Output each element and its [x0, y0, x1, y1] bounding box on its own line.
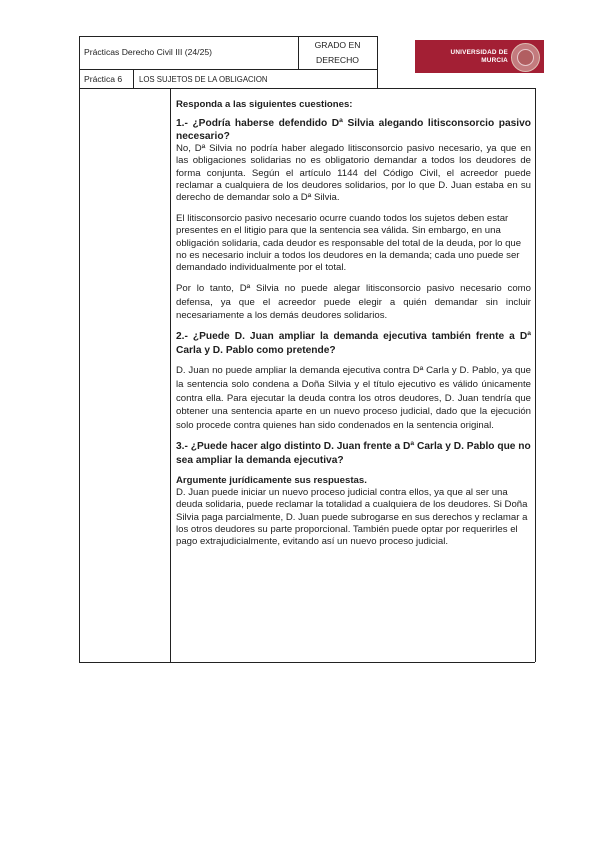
practice-number: Práctica 6 [84, 74, 123, 84]
body-left-border [79, 88, 80, 662]
university-seal-icon [511, 43, 540, 72]
body-bottom-border [79, 662, 535, 663]
logo-text-line1: UNIVERSIDAD DE [450, 49, 508, 57]
header-mid-border [79, 69, 377, 70]
answer-2: D. Juan no puede ampliar la demanda ejecutiva contra Dª Carla y D. Pablo, ya que la sentencia solo condena a Doña Silvia y el título ejecutivo es válido únicamente contra ella. Para ejecutar la deuda contra los otros deudores, D. Juan tendría que obtener una sentencia aparte en un nuevo proceso judicial, dado que la ejecución solo procede contra quienes han sido condenados en la sentencia original. [176, 365, 531, 432]
body-top-right-border [377, 88, 535, 89]
question-2: 2.- ¿Puede D. Juan ampliar la demanda ejecutiva también frente a Dª Carla y D. Pablo como pretende? [176, 331, 531, 356]
body-right-border [535, 88, 536, 662]
header-bottom-border [79, 88, 377, 89]
university-logo [415, 40, 544, 73]
header-top-border [79, 36, 377, 37]
course-title: Prácticas Derecho Civil III (24/25) [84, 47, 212, 57]
question-1: 1.- ¿Podría haberse defendido Dª Silvia alegando litisconsorcio pasivo necesario? [176, 118, 531, 143]
header-left-border [79, 36, 80, 89]
instructions-heading: Responda a las siguientes cuestiones: [176, 99, 353, 110]
logo-text-line2: MURCIA [481, 56, 508, 64]
question-3: 3.- ¿Puede hacer algo distinto D. Juan frente a Dª Carla y D. Pablo que no sea ampliar la demanda ejecutiva? [176, 441, 531, 466]
answer-1-paragraph-1: No, Dª Silvia no podría haber alegado litisconsorcio pasivo necesario, ya que en las obligaciones solidarias no es obligatorio demandar a todos los deudores de forma conjunta. Según el artículo 1144 del Código Civil, el acreedor puede reclamar a cualquiera de los deudores solidarios, por lo que D. Juan estaba en su derecho de demandar solo a Dª Silvia. [176, 143, 531, 204]
answer-content [176, 99, 531, 548]
university-logo-text [451, 49, 508, 63]
degree-label-line2: DERECHO [316, 55, 359, 65]
body-column-divider [170, 88, 171, 662]
degree-label-line1: GRADO EN [314, 40, 361, 50]
answer-3: D. Juan puede iniciar un nuevo proceso judicial contra ellos, ya que al ser una deuda solidaria, puede reclamar la totalidad a cualquiera de los deudores. Si Doña Silvia paga parcialmente, D. Juan puede subrogarse en sus derechos y reclamar a los otros deudores su parte proporcional. También puede optar por requerirles el pago extrajudicialmente, evitando así un nuevo proceso judicial. [176, 487, 528, 548]
answer-1-paragraph-2: El litisconsorcio pasivo necesario ocurre cuando todos los sujetos deben estar presentes en el litigio para que la sentencia sea válida. Sin embargo, en una obligación solidaria, cada deudor es responsable del total de la deuda, por lo que no es necesario incluir a todos los deudores en la demanda; cada uno puede ser demandado individualmente por el total. [176, 213, 522, 274]
header-right-border [377, 36, 378, 89]
argue-instruction: Argumente jurídicamente sus respuestas. [176, 475, 367, 486]
answer-1-paragraph-3: Por lo tanto, Dª Silvia no puede alegar litisconsorcio pasivo necesario como defensa, ya que el acreedor puede elegir a quién demandar sin incluir necesariamente a los demás deudores solidarios. [176, 283, 531, 322]
header-practice-divider [133, 69, 134, 88]
practice-topic: LOS SUJETOS DE LA OBLIGACION [139, 75, 268, 84]
